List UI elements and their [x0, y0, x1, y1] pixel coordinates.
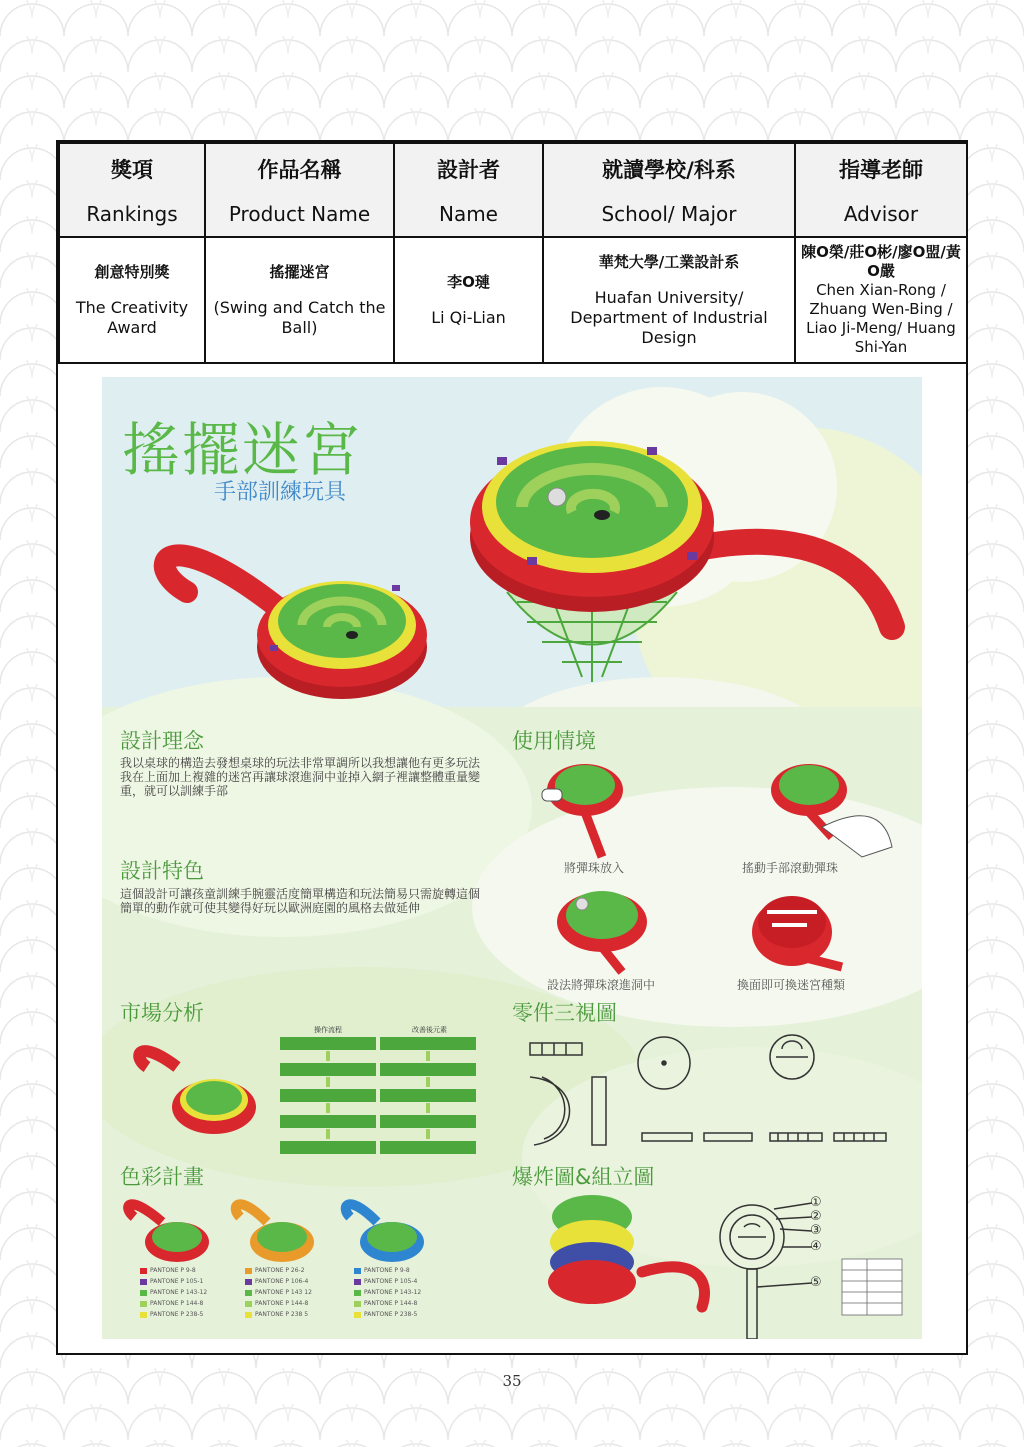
section-market: 市場分析: [120, 1001, 204, 1025]
pantone-list-3: PANTONE P 9-8 PANTONE P 105-4 PANTONE P 143-12 PANTONE P 144-8 PANTONE P 238-5: [354, 1265, 421, 1320]
cell-product: 搖擺迷宮 (Swing and Catch the Ball): [205, 237, 394, 363]
header-school: 就讀學校/科系 School/ Major: [543, 143, 795, 237]
header-advisor: 指導老師 Advisor: [795, 143, 967, 237]
header-rankings: 獎項 Rankings: [59, 143, 205, 237]
flow-header-1: 操作流程: [314, 1026, 342, 1034]
header-product-name: 作品名稱 Product Name: [205, 143, 394, 237]
section-views: 零件三視圖: [512, 1001, 617, 1025]
header-name: 設計者 Name: [394, 143, 543, 237]
pantone-list-1: PANTONE P 9-8 PANTONE P 105-1 PANTONE P 143-12 PANTONE P 144-8 PANTONE P 238-5: [140, 1265, 207, 1320]
poster-title: 搖擺迷宮: [122, 416, 363, 484]
poster-subtitle: 手部訓練玩具: [214, 480, 347, 505]
design-poster: [102, 377, 922, 1339]
product-render-left: [165, 555, 427, 699]
caption-4: 換面即可換迷宮種類: [737, 978, 846, 992]
cell-school: 華梵大學/工業設計系 Huafan University/ Department of Industrial Design: [543, 237, 795, 363]
section-features: 設計特色: [120, 859, 204, 883]
section-explode: 爆炸圖&組立圖: [512, 1165, 655, 1189]
award-table: [58, 142, 968, 364]
caption-2: 搖動手部滾動彈珠: [742, 861, 839, 875]
section-scenario: 使用情境: [512, 729, 596, 753]
cell-name: 李O璉 Li Qi-Lian: [394, 237, 543, 363]
callout-4: ④: [810, 1239, 822, 1254]
table-header-row: [59, 143, 967, 237]
pantone-list-2: PANTONE P 26-2 PANTONE P 106-4 PANTONE P 143 12 PANTONE P 144-8 PANTONE P 238 5: [245, 1265, 312, 1320]
cell-ranking: 創意特別獎 The Creativity Award: [59, 237, 205, 363]
section-concept: 設計理念: [120, 729, 204, 753]
callout-2: ②: [810, 1209, 822, 1224]
page-number: 35: [502, 1372, 522, 1390]
table-row: [59, 237, 967, 363]
concept-text: 我以桌球的構造去發想桌球的玩法非常單調所以我想讓他有更多玩法我在上面加上複雜的迷宮再讓球滾進洞中並掉入網子裡讓整體重量變重，就可以訓練手部: [120, 756, 481, 798]
callout-5: ⑤: [810, 1275, 822, 1290]
caption-1: 將彈珠放入: [564, 861, 625, 875]
flow-header-2: 改善後元素: [412, 1026, 447, 1034]
callout-3: ③: [810, 1223, 822, 1238]
cell-advisor: 陳O榮/莊O彬/廖O盟/黃O嚴 Chen Xian-Rong / Zhuang Wen-Bing / Liao Ji-Meng/ Huang Shi-Yan: [795, 237, 967, 363]
features-text: 這個設計可讓孩童訓練手腕靈活度簡單構造和玩法簡易只需旋轉這個簡單的動作就可使其變得好玩以歐洲庭園的風格去做延伸: [120, 887, 481, 915]
poster-artwork: [102, 377, 922, 1339]
callout-1: ①: [810, 1195, 822, 1210]
section-color: 色彩計畫: [120, 1165, 204, 1189]
caption-3: 設法將彈珠滾進洞中: [547, 978, 656, 992]
